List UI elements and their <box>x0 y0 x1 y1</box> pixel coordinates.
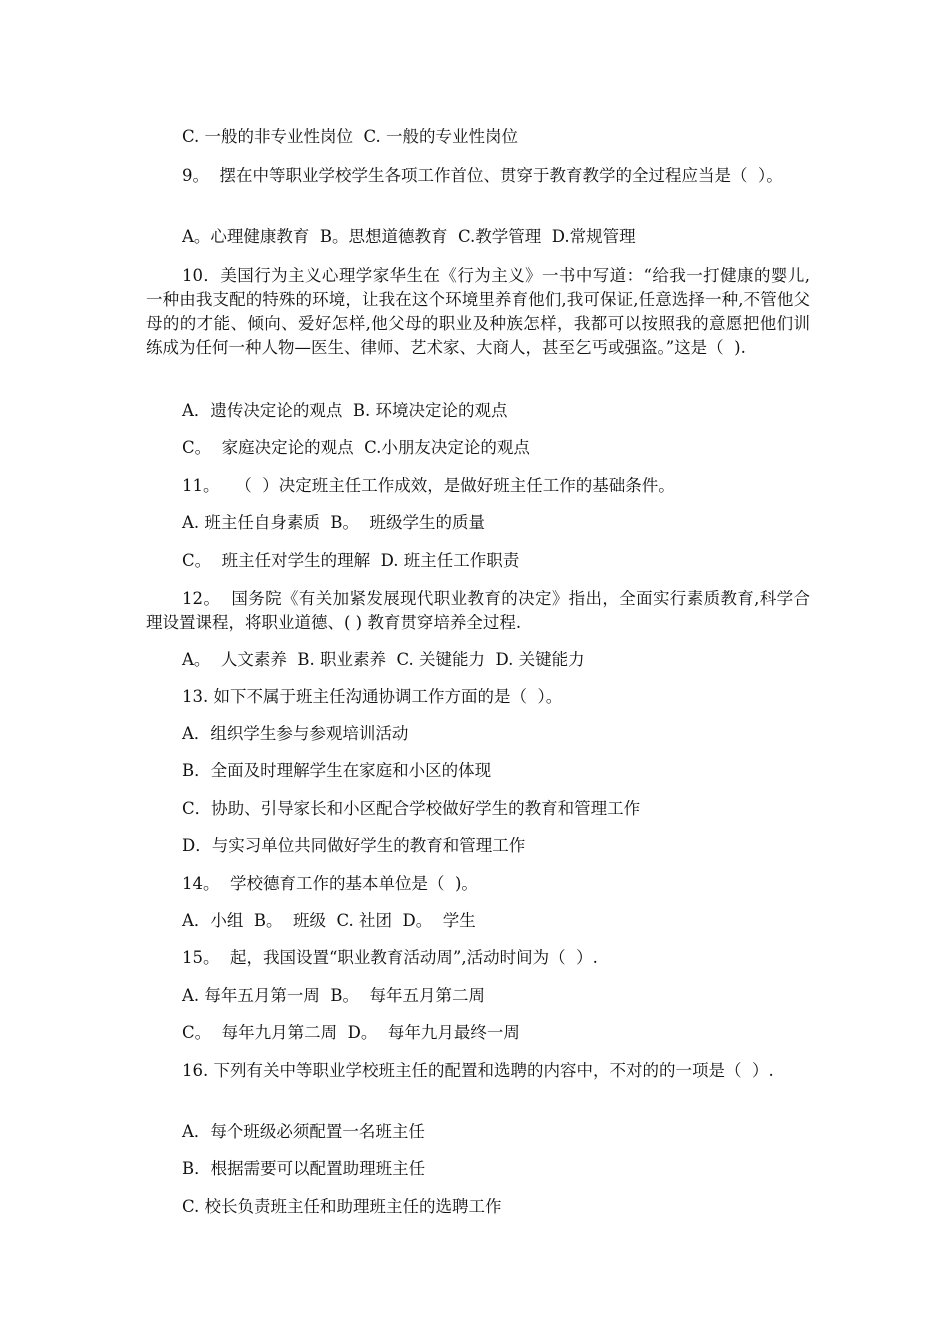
question-15: 15。 起，我国设置“职业教育活动周”,活动时间为（ ）. <box>182 948 598 967</box>
option-13-d: D．与实习单位共同做好学生的教育和管理工作 <box>182 836 526 855</box>
question-9: 9。 摆在中等职业学校学生各项工作首位、贯穿于教育教学的全过程应当是（ ）。 <box>182 166 783 185</box>
options-10-cd: C。 家庭决定论的观点 C.小朋友决定论的观点 <box>182 438 530 457</box>
options-9: A。心理健康教育 B。思想道德教育 C.教学管理 D.常规管理 <box>182 227 636 246</box>
options-12: A。 人文素养 B. 职业素养 C. 关键能力 D. 关键能力 <box>182 650 585 669</box>
options-11-cd: C。 班主任对学生的理解 D. 班主任工作职责 <box>182 551 520 570</box>
options-11-ab: A. 班主任自身素质 B。 班级学生的质量 <box>182 513 486 532</box>
options-10-ab: A．遗传决定论的观点 B. 环境决定论的观点 <box>182 401 508 420</box>
question-11: 11。 （ ）决定班主任工作成效，是做好班主任工作的基础条件。 <box>182 476 675 495</box>
question-10: 10．美国行为主义心理学家华生在《行为主义》一书中写道：“给我一打健康的婴儿,一种由我支配的特殊的环境，让我在这个环境里养育他们,我可保证,任意选择一种,不管他父母的的才能、倾向、爱好怎样,他父母的职业及种族怎样，我都可以按照我的意愿把他们训练成为任何一种人物—医生、律师、艺术家、大商人，甚至乞丐或强盗。”这是（ ). <box>146 266 810 357</box>
options-14: A．小组 B。 班级 C. 社团 D。 学生 <box>182 911 476 930</box>
option-13-a: A．组织学生参与参观培训活动 <box>182 724 409 743</box>
option-13-b: B．全面及时理解学生在家庭和小区的体现 <box>182 761 492 780</box>
option-16-b: B．根据需要可以配置助理班主任 <box>182 1159 426 1178</box>
question-16: 16. 下列有关中等职业学校班主任的配置和选聘的内容中，不对的的一项是（ ）. <box>182 1061 774 1080</box>
question-14: 14。 学校德育工作的基本单位是（ )。 <box>182 874 478 893</box>
options-15-ab: A. 每年五月第一周 B。 每年五月第二周 <box>182 986 486 1005</box>
options-15-cd: C。 每年九月第二周 D。 每年九月最终一周 <box>182 1023 520 1042</box>
question-13: 13. 如下不属于班主任沟通协调工作方面的是（ ）。 <box>182 687 563 706</box>
option-13-c: C．协助、引导家长和小区配合学校做好学生的教育和管理工作 <box>182 799 641 818</box>
option-16-c: C. 校长负责班主任和助理班主任的选聘工作 <box>182 1197 502 1216</box>
option-16-a: A．每个班级必须配置一名班主任 <box>182 1122 425 1141</box>
option-line-8-cd: C. 一般的非专业性岗位 C. 一般的专业性岗位 <box>182 127 519 146</box>
question-12: 12。 国务院《有关加紧发展现代职业教育的决定》指出，全面实行素质教育,科学合理设置课程，将职业道德、( ) 教育贯穿培养全过程. <box>146 589 810 632</box>
